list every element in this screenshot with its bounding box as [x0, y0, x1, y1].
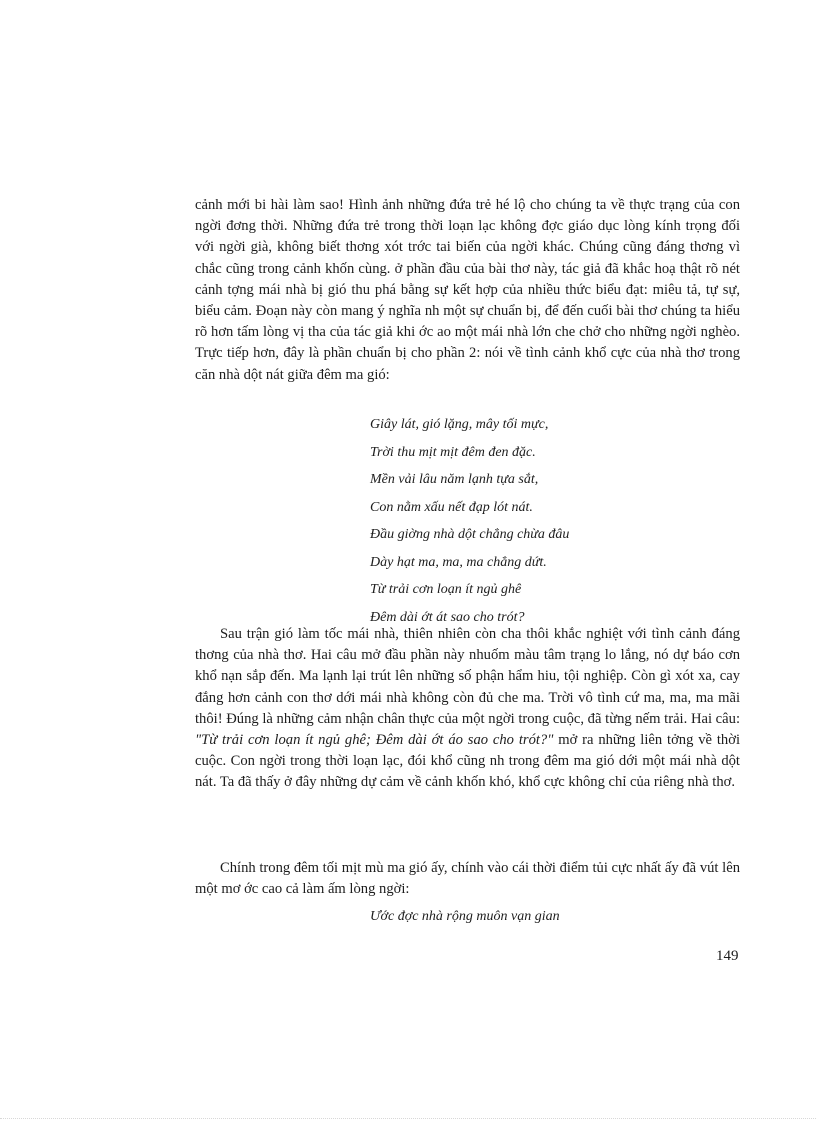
poem-line: Trời thu mịt mịt đêm đen đặc. [370, 444, 536, 460]
poem-closing-line [370, 903, 560, 931]
poem-line: Mền vải lâu năm lạnh tựa sắt, [370, 472, 539, 487]
poem-line: Đầu giờng nhà dột chẳng chừa đâu [370, 527, 570, 542]
bottom-divider [0, 1118, 816, 1119]
paragraph-transition: Chính trong đêm tối mịt mù ma gió ấy, chính vào cái thời điểm tủi cực nhất ấy đã vút lên một mơ ớc cao cả làm ấm lòng ngời: [195, 860, 740, 898]
poem-line: Giây lát, gió lặng, mây tối mực, [370, 417, 549, 432]
analysis-text-end: mở ra những liên tởng về thời cuộc. Con ngời trong thời loạn lạc, đói khổ cũng nh trong đêm ma gió dới một mái nhà dột nát. Ta đã thấy ở đây những dự cảm về cảnh khốn khó, khổ cực không chỉ của riêng nhà thơ. [195, 732, 740, 791]
quoted-verse: "Từ trải cơn loạn ít ngủ ghê; Đêm dài ớt áo sao cho trót?" [195, 732, 554, 749]
poem-line: Con nằm xấu nết đạp lót nát. [370, 499, 533, 515]
paragraph-analysis [195, 624, 740, 794]
analysis-text-start: Sau trận gió làm tốc mái nhà, thiên nhiên còn cha thôi khắc nghiệt với tình cảnh đáng thơng của nhà thơ. Hai câu mở đầu phần này nhuốm màu tâm trạng lo lắng, nó dự báo cơn khổ nạn sắp đến. Ma lạnh lại trút lên những số phận hẩm hiu, tội nghiệp. Còn gì xót xa, cay đắng hơn cảnh con thơ dới mái nhà không còn đủ che ma. Trời vô tình cứ ma, ma, ma mãi thôi! Đúng là những cảm nhận chân thực của một ngời trong cuộc, đã từng nếm trải. Hai câu: [195, 626, 740, 727]
poem-line: Ước đợc nhà rộng muôn vạn gian [370, 909, 560, 924]
poem-line: Dày hạt ma, ma, ma chẳng dứt. [370, 554, 547, 570]
poem-excerpt [370, 411, 569, 631]
paragraph-intro: cảnh mới bi hài làm sao! Hình ảnh những đứa trẻ hé lộ cho chúng ta về thực trạng của con ngời đơng thời. Những đứa trẻ trong thời loạn lạc không đợc giáo dục lòng kính trọng đối với ngời già, không biết thơng xót trớc tai biến của ngời khác. Chúng cũng đáng thơng vì chắc cũng trong cảnh khốn cùng. ở phần đầu của bài thơ này, tác giả đã khắc hoạ thật rõ nét cảnh tợng mái nhà bị gió thu phá bằng sự kết hợp của nhiều thức biểu đạt: miêu tả, tự sự, biểu cảm. Đoạn này còn mang ý nghĩa nh một sự chuẩn bị, để đến cuối bài thơ chúng ta hiểu rõ hơn tấm lòng vị tha của tác giả khi ớc ao một mái nhà lớn che chở cho những ngời nghèo. Trực tiếp hơn, đây là phần chuẩn bị cho phần 2: nói về tình cảnh khổ cực của nhà thơ trong căn nhà dột nát giữa đêm ma gió: [195, 197, 740, 383]
poem-line: Đêm dài ớt át sao cho trót? [370, 609, 525, 625]
poem-line: Từ trải cơn loạn ít ngủ ghê [370, 582, 522, 597]
page-number: 149 [716, 948, 739, 964]
